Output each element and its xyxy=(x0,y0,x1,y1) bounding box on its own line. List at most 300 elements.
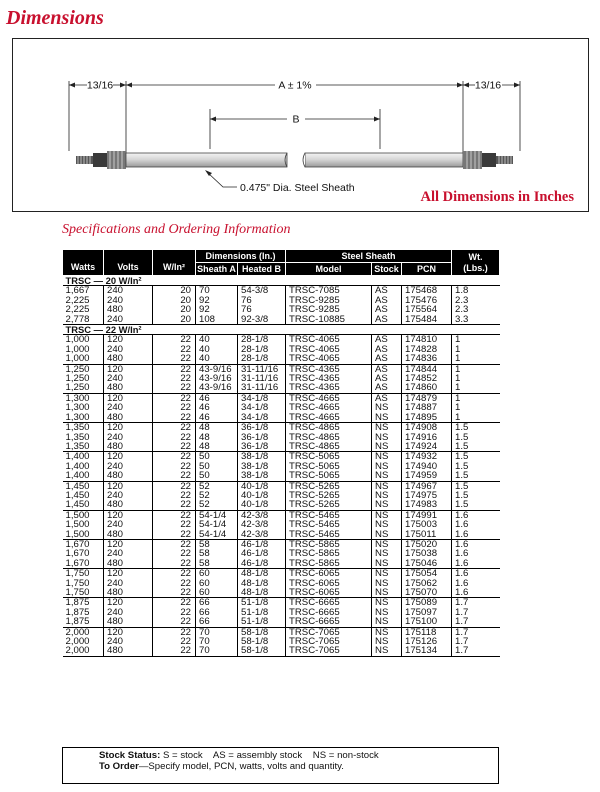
model-cell: TRSC-4865 xyxy=(286,433,372,442)
heated-b-cell: 40-1/8 xyxy=(238,481,286,491)
stock-cell: AS xyxy=(372,286,402,296)
stock-cell: NS xyxy=(372,491,402,500)
wpsi-cell: 22 xyxy=(153,423,196,433)
watts-cell: 1,250 xyxy=(65,364,90,375)
watts-cell: 1,875 xyxy=(65,597,90,608)
pcn-cell: 175020 xyxy=(402,539,452,549)
weight-cell: 1 xyxy=(452,354,500,364)
volts-cell: 240 xyxy=(104,286,153,296)
model-cell: TRSC-5465 xyxy=(286,520,372,529)
watts-cell: 2,225 xyxy=(65,295,90,306)
sheath-a-cell: 48 xyxy=(196,442,238,452)
volts-cell: 120 xyxy=(104,598,153,608)
stock-cell: NS xyxy=(372,569,402,579)
volts-cell: 240 xyxy=(104,579,153,588)
wpsi-cell: 22 xyxy=(153,500,196,510)
wpsi-cell: 22 xyxy=(153,413,196,423)
group-heading-label: TRSC — 22 W/In² xyxy=(63,325,500,335)
table-row xyxy=(63,403,500,412)
watts-cell: 1,350 xyxy=(65,432,90,442)
watts-cell: 1,500 xyxy=(63,530,104,540)
col-model: Model xyxy=(286,263,372,276)
stock-cell: NS xyxy=(372,579,402,588)
wpsi-cell: 22 xyxy=(153,354,196,364)
stock-cell: AS xyxy=(372,374,402,383)
weight-cell: 1.7 xyxy=(452,617,500,627)
pcn-cell: 175062 xyxy=(402,579,452,588)
stock-cell: NS xyxy=(372,423,402,433)
watts-cell: 1,667 xyxy=(65,285,90,296)
watts-cell: 2,000 xyxy=(65,637,90,647)
pcn-cell: 175484 xyxy=(402,315,452,325)
table-row xyxy=(63,335,500,345)
pcn-cell: 174924 xyxy=(402,442,452,452)
wpsi-cell: 22 xyxy=(153,442,196,452)
wpsi-cell: 22 xyxy=(153,403,196,412)
pcn-cell: 174975 xyxy=(402,491,452,500)
heated-b-cell: 38-1/8 xyxy=(238,452,286,462)
wpsi-cell: 22 xyxy=(153,510,196,520)
wpsi-cell: 22 xyxy=(153,462,196,471)
stock-cell: NS xyxy=(372,442,402,452)
stock-cell: AS xyxy=(372,345,402,354)
watts-cell: 1,875 xyxy=(63,617,104,627)
watts-cell: 1,670 xyxy=(65,539,90,550)
wpsi-cell: 22 xyxy=(153,617,196,627)
pcn-cell: 174844 xyxy=(402,364,452,374)
weight-cell: 1.7 xyxy=(452,637,500,646)
weight-cell: 1 xyxy=(452,403,500,412)
table-row xyxy=(63,442,500,452)
group-heading xyxy=(63,325,500,335)
watts-cell: 1,000 xyxy=(65,334,90,345)
wpsi-cell: 22 xyxy=(153,646,196,656)
volts-cell: 240 xyxy=(104,549,153,558)
wpsi-cell: 22 xyxy=(153,364,196,374)
col-watts: Watts xyxy=(63,250,104,276)
model-cell: TRSC-7065 xyxy=(286,627,372,637)
table-row xyxy=(63,530,500,540)
heated-b-cell: 76 xyxy=(238,305,286,314)
heated-b-cell: 34-1/8 xyxy=(238,403,286,412)
weight-cell: 1.5 xyxy=(452,442,500,452)
col-stock: Stock xyxy=(372,263,402,276)
heated-b-cell: 51-1/8 xyxy=(238,617,286,627)
heated-b-cell: 48-1/8 xyxy=(238,588,286,598)
heated-b-cell: 42-3/8 xyxy=(238,510,286,520)
heated-b-cell: 40-1/8 xyxy=(238,500,286,510)
overall-length-dimension: A ± 1% xyxy=(278,79,312,92)
stock-cell: NS xyxy=(372,588,402,598)
watts-cell: 1,250 xyxy=(63,383,104,393)
weight-cell: 1 xyxy=(452,383,500,393)
weight-cell: 1.5 xyxy=(452,491,500,500)
pcn-cell: 175126 xyxy=(402,637,452,646)
model-cell: TRSC-7065 xyxy=(286,646,372,656)
heated-b-cell: 40-1/8 xyxy=(238,491,286,500)
pcn-cell: 174836 xyxy=(402,354,452,364)
sheath-a-cell: 66 xyxy=(196,598,238,608)
pcn-cell: 175564 xyxy=(402,305,452,314)
watts-cell: 1,300 xyxy=(63,413,104,423)
watts-cell: 1,000 xyxy=(65,344,90,355)
pcn-cell: 174991 xyxy=(402,510,452,520)
table-row xyxy=(63,608,500,617)
table-row xyxy=(63,471,500,481)
heated-b-cell: 51-1/8 xyxy=(238,598,286,608)
sheath-a-cell: 58 xyxy=(196,549,238,558)
weight-cell: 1.6 xyxy=(452,510,500,520)
volts-cell: 240 xyxy=(104,491,153,500)
model-cell: TRSC-9285 xyxy=(286,296,372,305)
volts-cell: 480 xyxy=(104,617,153,627)
model-cell: TRSC-4065 xyxy=(286,345,372,354)
pcn-cell: 175118 xyxy=(402,627,452,637)
weight-cell: 2.3 xyxy=(452,296,500,305)
watts-cell: 1,450 xyxy=(65,481,90,491)
model-cell: TRSC-6065 xyxy=(286,569,372,579)
table-row xyxy=(63,423,500,433)
model-cell: TRSC-5265 xyxy=(286,491,372,500)
table-row xyxy=(63,549,500,558)
weight-cell: 1.5 xyxy=(452,500,500,510)
watts-cell: 2,000 xyxy=(65,627,90,638)
heated-b-cell: 38-1/8 xyxy=(238,471,286,481)
heated-b-cell: 34-1/8 xyxy=(238,393,286,403)
volts-cell: 240 xyxy=(104,296,153,305)
sheath-a-cell: 52 xyxy=(196,481,238,491)
weight-cell: 1.7 xyxy=(452,627,500,637)
watts-cell: 2,000 xyxy=(63,646,104,656)
watts-cell: 1,500 xyxy=(65,520,90,530)
model-cell: TRSC-7065 xyxy=(286,637,372,646)
sheath-a-cell: 54-1/4 xyxy=(196,520,238,529)
heater-drawing xyxy=(13,39,590,213)
pcn-cell: 174895 xyxy=(402,413,452,423)
wpsi-cell: 22 xyxy=(153,579,196,588)
col-pcn: PCN xyxy=(402,263,452,276)
watts-cell: 1,450 xyxy=(65,490,90,501)
table-row xyxy=(63,491,500,500)
col-sheath-a: Sheath A xyxy=(197,263,236,274)
volts-cell: 240 xyxy=(104,637,153,646)
weight-cell: 1.5 xyxy=(452,452,500,462)
heated-length-dimension: B xyxy=(292,113,300,126)
model-cell: TRSC-5265 xyxy=(286,500,372,510)
weight-cell: 1.5 xyxy=(452,433,500,442)
sheath-a-cell: 108 xyxy=(196,315,238,325)
heated-b-cell: 42-3/8 xyxy=(238,520,286,529)
wpsi-cell: 22 xyxy=(153,598,196,608)
model-cell: TRSC-4365 xyxy=(286,383,372,393)
table-row xyxy=(63,598,500,608)
stock-status-text: S = stock AS = assembly stock NS = non-stock xyxy=(162,750,379,761)
wpsi-cell: 22 xyxy=(153,549,196,558)
pcn-cell: 174879 xyxy=(402,393,452,403)
pcn-cell: 174852 xyxy=(402,374,452,383)
table-row xyxy=(63,462,500,471)
stock-cell: NS xyxy=(372,403,402,412)
stock-cell: NS xyxy=(372,646,402,656)
volts-cell: 480 xyxy=(104,500,153,510)
stock-cell: NS xyxy=(372,637,402,646)
sheath-a-cell: 92 xyxy=(196,305,238,314)
stock-cell: NS xyxy=(372,598,402,608)
weight-cell: 1.6 xyxy=(452,549,500,558)
model-cell: TRSC-4365 xyxy=(286,364,372,374)
stock-cell: NS xyxy=(372,452,402,462)
table-row xyxy=(63,588,500,598)
specifications-title: Specifications and Ordering Information xyxy=(62,222,291,237)
volts-cell: 480 xyxy=(104,413,153,423)
pcn-cell: 174828 xyxy=(402,345,452,354)
model-cell: TRSC-4665 xyxy=(286,403,372,412)
watts-cell: 1,670 xyxy=(63,559,104,569)
volts-cell: 480 xyxy=(104,530,153,540)
table-row xyxy=(63,413,500,423)
stock-cell: NS xyxy=(372,520,402,529)
table-row xyxy=(63,500,500,510)
table-row xyxy=(63,296,500,305)
weight-cell: 1.5 xyxy=(452,423,500,433)
heated-b-cell: 36-1/8 xyxy=(238,433,286,442)
weight-cell: 1.6 xyxy=(452,588,500,598)
weight-cell: 1.6 xyxy=(452,579,500,588)
pcn-cell: 174908 xyxy=(402,423,452,433)
volts-cell: 240 xyxy=(104,403,153,412)
watts-cell: 1,400 xyxy=(65,451,90,462)
sheath-a-cell: 50 xyxy=(196,462,238,471)
stock-cell: NS xyxy=(372,530,402,540)
stock-status-label: Stock Status: xyxy=(99,750,161,761)
table-row xyxy=(63,520,500,529)
weight-cell: 1.6 xyxy=(452,539,500,549)
wpsi-cell: 22 xyxy=(153,569,196,579)
heated-b-cell: 34-1/8 xyxy=(238,413,286,423)
table-row xyxy=(63,481,500,491)
pcn-cell: 174887 xyxy=(402,403,452,412)
model-cell: TRSC-5065 xyxy=(286,462,372,471)
watts-cell: 1,670 xyxy=(65,549,90,559)
sheath-a-cell: 58 xyxy=(196,539,238,549)
sheath-a-cell: 52 xyxy=(196,491,238,500)
watts-cell: 1,400 xyxy=(65,461,90,472)
model-cell: TRSC-4665 xyxy=(286,393,372,403)
table-row xyxy=(63,569,500,579)
volts-cell: 480 xyxy=(104,646,153,656)
model-cell: TRSC-6665 xyxy=(286,608,372,617)
pcn-cell: 174959 xyxy=(402,471,452,481)
heated-b-cell: 48-1/8 xyxy=(238,579,286,588)
wpsi-cell: 22 xyxy=(153,627,196,637)
stock-cell: NS xyxy=(372,462,402,471)
wpsi-cell: 22 xyxy=(153,530,196,540)
pcn-cell: 175070 xyxy=(402,588,452,598)
table-row xyxy=(63,637,500,646)
weight-cell: 1.6 xyxy=(452,569,500,579)
stock-cell: AS xyxy=(372,305,402,314)
sheath-a-cell: 70 xyxy=(196,286,238,296)
pcn-cell: 174932 xyxy=(402,452,452,462)
pcn-cell: 174983 xyxy=(402,500,452,510)
table-row xyxy=(63,393,500,403)
model-cell: TRSC-4365 xyxy=(286,374,372,383)
heated-b-cell: 54-3/8 xyxy=(238,286,286,296)
weight-cell: 1.7 xyxy=(452,646,500,656)
volts-cell: 480 xyxy=(104,588,153,598)
heated-b-cell: 46-1/8 xyxy=(238,549,286,558)
table-row xyxy=(63,305,500,314)
units-note: All Dimensions in Inches xyxy=(420,189,574,205)
weight-cell: 1.6 xyxy=(452,559,500,569)
model-cell: TRSC-5865 xyxy=(286,549,372,558)
stock-cell: NS xyxy=(372,413,402,423)
volts-cell: 480 xyxy=(104,305,153,314)
watts-cell: 1,750 xyxy=(65,568,90,579)
wpsi-cell: 22 xyxy=(153,559,196,569)
sheath-note: 0.475" Dia. Steel Sheath xyxy=(240,182,355,194)
specifications-table xyxy=(62,249,500,657)
watts-cell: 1,000 xyxy=(63,354,104,364)
weight-cell: 3.3 xyxy=(452,315,500,325)
stock-cell: NS xyxy=(372,471,402,481)
table-row xyxy=(63,539,500,549)
table-row xyxy=(63,510,500,520)
watts-cell: 2,225 xyxy=(65,305,90,315)
watts-cell: 1,500 xyxy=(65,510,90,521)
volts-cell: 480 xyxy=(104,442,153,452)
sheath-a-cell: 70 xyxy=(196,637,238,646)
model-cell: TRSC-5065 xyxy=(286,452,372,462)
stock-cell: NS xyxy=(372,549,402,558)
sheath-a-cell: 92 xyxy=(196,296,238,305)
heated-b-cell: 51-1/8 xyxy=(238,608,286,617)
pcn-cell: 175097 xyxy=(402,608,452,617)
table-row xyxy=(63,315,500,325)
heated-b-cell: 92-3/8 xyxy=(238,315,286,325)
heated-b-cell: 46-1/8 xyxy=(238,559,286,569)
stock-cell: NS xyxy=(372,510,402,520)
volts-cell: 480 xyxy=(104,559,153,569)
dimensions-title: Dimensions xyxy=(6,7,104,29)
weight-cell: 1 xyxy=(452,374,500,383)
watts-cell: 1,750 xyxy=(63,588,104,598)
volts-cell: 120 xyxy=(104,423,153,433)
wpsi-cell: 20 xyxy=(153,305,196,314)
model-cell: TRSC-5465 xyxy=(286,530,372,540)
table-row xyxy=(63,559,500,569)
sheath-a-cell: 60 xyxy=(196,579,238,588)
volts-cell: 240 xyxy=(104,315,153,325)
pcn-cell: 174940 xyxy=(402,462,452,471)
volts-cell: 120 xyxy=(104,364,153,374)
col-heated-b: Heated B xyxy=(238,263,286,276)
model-cell: TRSC-5065 xyxy=(286,471,372,481)
heated-b-cell: 58-1/8 xyxy=(238,627,286,637)
wpsi-cell: 22 xyxy=(153,608,196,617)
model-cell: TRSC-6065 xyxy=(286,579,372,588)
watts-cell: 1,300 xyxy=(65,403,90,413)
sheath-a-cell: 43-9/16 xyxy=(196,374,238,383)
weight-cell: 1 xyxy=(452,364,500,374)
pcn-cell: 175476 xyxy=(402,296,452,305)
specifications-body xyxy=(63,276,500,657)
wpsi-cell: 22 xyxy=(153,393,196,403)
order-label: To Order xyxy=(99,761,139,772)
sheath-a-cell: 46 xyxy=(196,413,238,423)
heated-b-cell: 31-11/16 xyxy=(238,364,286,374)
sheath-a-cell: 50 xyxy=(196,452,238,462)
heated-b-cell: 31-11/16 xyxy=(238,374,286,383)
volts-cell: 120 xyxy=(104,393,153,403)
pcn-cell: 175134 xyxy=(402,646,452,656)
volts-cell: 240 xyxy=(104,433,153,442)
model-cell: TRSC-5865 xyxy=(286,539,372,549)
volts-cell: 240 xyxy=(104,345,153,354)
weight-cell: 1 xyxy=(452,345,500,354)
weight-cell: 1 xyxy=(452,393,500,403)
table-row xyxy=(63,627,500,637)
wpsi-cell: 22 xyxy=(153,637,196,646)
sheath-a-cell: 48 xyxy=(196,433,238,442)
watts-cell: 1,300 xyxy=(65,393,90,404)
pcn-cell: 175054 xyxy=(402,569,452,579)
col-group-steel-sheath: Steel Sheath xyxy=(286,250,452,263)
sheath-a-cell: 60 xyxy=(196,569,238,579)
stock-cell: AS xyxy=(372,296,402,305)
sheath-a-cell: 43-9/16 xyxy=(196,383,238,393)
heated-b-cell: 28-1/8 xyxy=(238,345,286,354)
wpsi-cell: 22 xyxy=(153,588,196,598)
pcn-cell: 175046 xyxy=(402,559,452,569)
sheath-a-cell: 46 xyxy=(196,403,238,412)
weight-cell: 1.7 xyxy=(452,598,500,608)
watts-cell: 1,875 xyxy=(65,607,90,618)
volts-cell: 120 xyxy=(104,510,153,520)
watts-cell: 1,350 xyxy=(65,422,90,433)
stock-cell: AS xyxy=(372,364,402,374)
heated-b-cell: 76 xyxy=(238,296,286,305)
wpsi-cell: 22 xyxy=(153,471,196,481)
watts-cell: 2,778 xyxy=(63,315,104,325)
wpsi-cell: 22 xyxy=(153,491,196,500)
stock-cell: AS xyxy=(372,383,402,393)
pcn-cell: 175038 xyxy=(402,549,452,558)
watts-cell: 1,400 xyxy=(63,471,104,481)
sheath-a-cell: 50 xyxy=(196,471,238,481)
wpsi-cell: 20 xyxy=(153,315,196,325)
table-row xyxy=(63,579,500,588)
pcn-cell: 175011 xyxy=(402,530,452,540)
pcn-cell: 174860 xyxy=(402,383,452,393)
table-row xyxy=(63,345,500,354)
sheath-a-cell: 40 xyxy=(196,354,238,364)
table-row xyxy=(63,433,500,442)
pcn-cell: 174916 xyxy=(402,433,452,442)
wpsi-cell: 22 xyxy=(153,433,196,442)
pcn-cell: 175468 xyxy=(402,286,452,296)
table-row xyxy=(63,646,500,656)
heated-b-cell: 58-1/8 xyxy=(238,646,286,656)
wpsi-cell: 22 xyxy=(153,335,196,345)
order-text: —Specify model, PCN, watts, volts and quantity. xyxy=(138,761,344,772)
volts-cell: 120 xyxy=(104,569,153,579)
weight-cell: 1.5 xyxy=(452,471,500,481)
sheath-a-cell: 43-9/16 xyxy=(196,364,238,374)
volts-cell: 480 xyxy=(104,383,153,393)
heated-b-cell: 38-1/8 xyxy=(238,462,286,471)
stock-cell: AS xyxy=(372,335,402,345)
